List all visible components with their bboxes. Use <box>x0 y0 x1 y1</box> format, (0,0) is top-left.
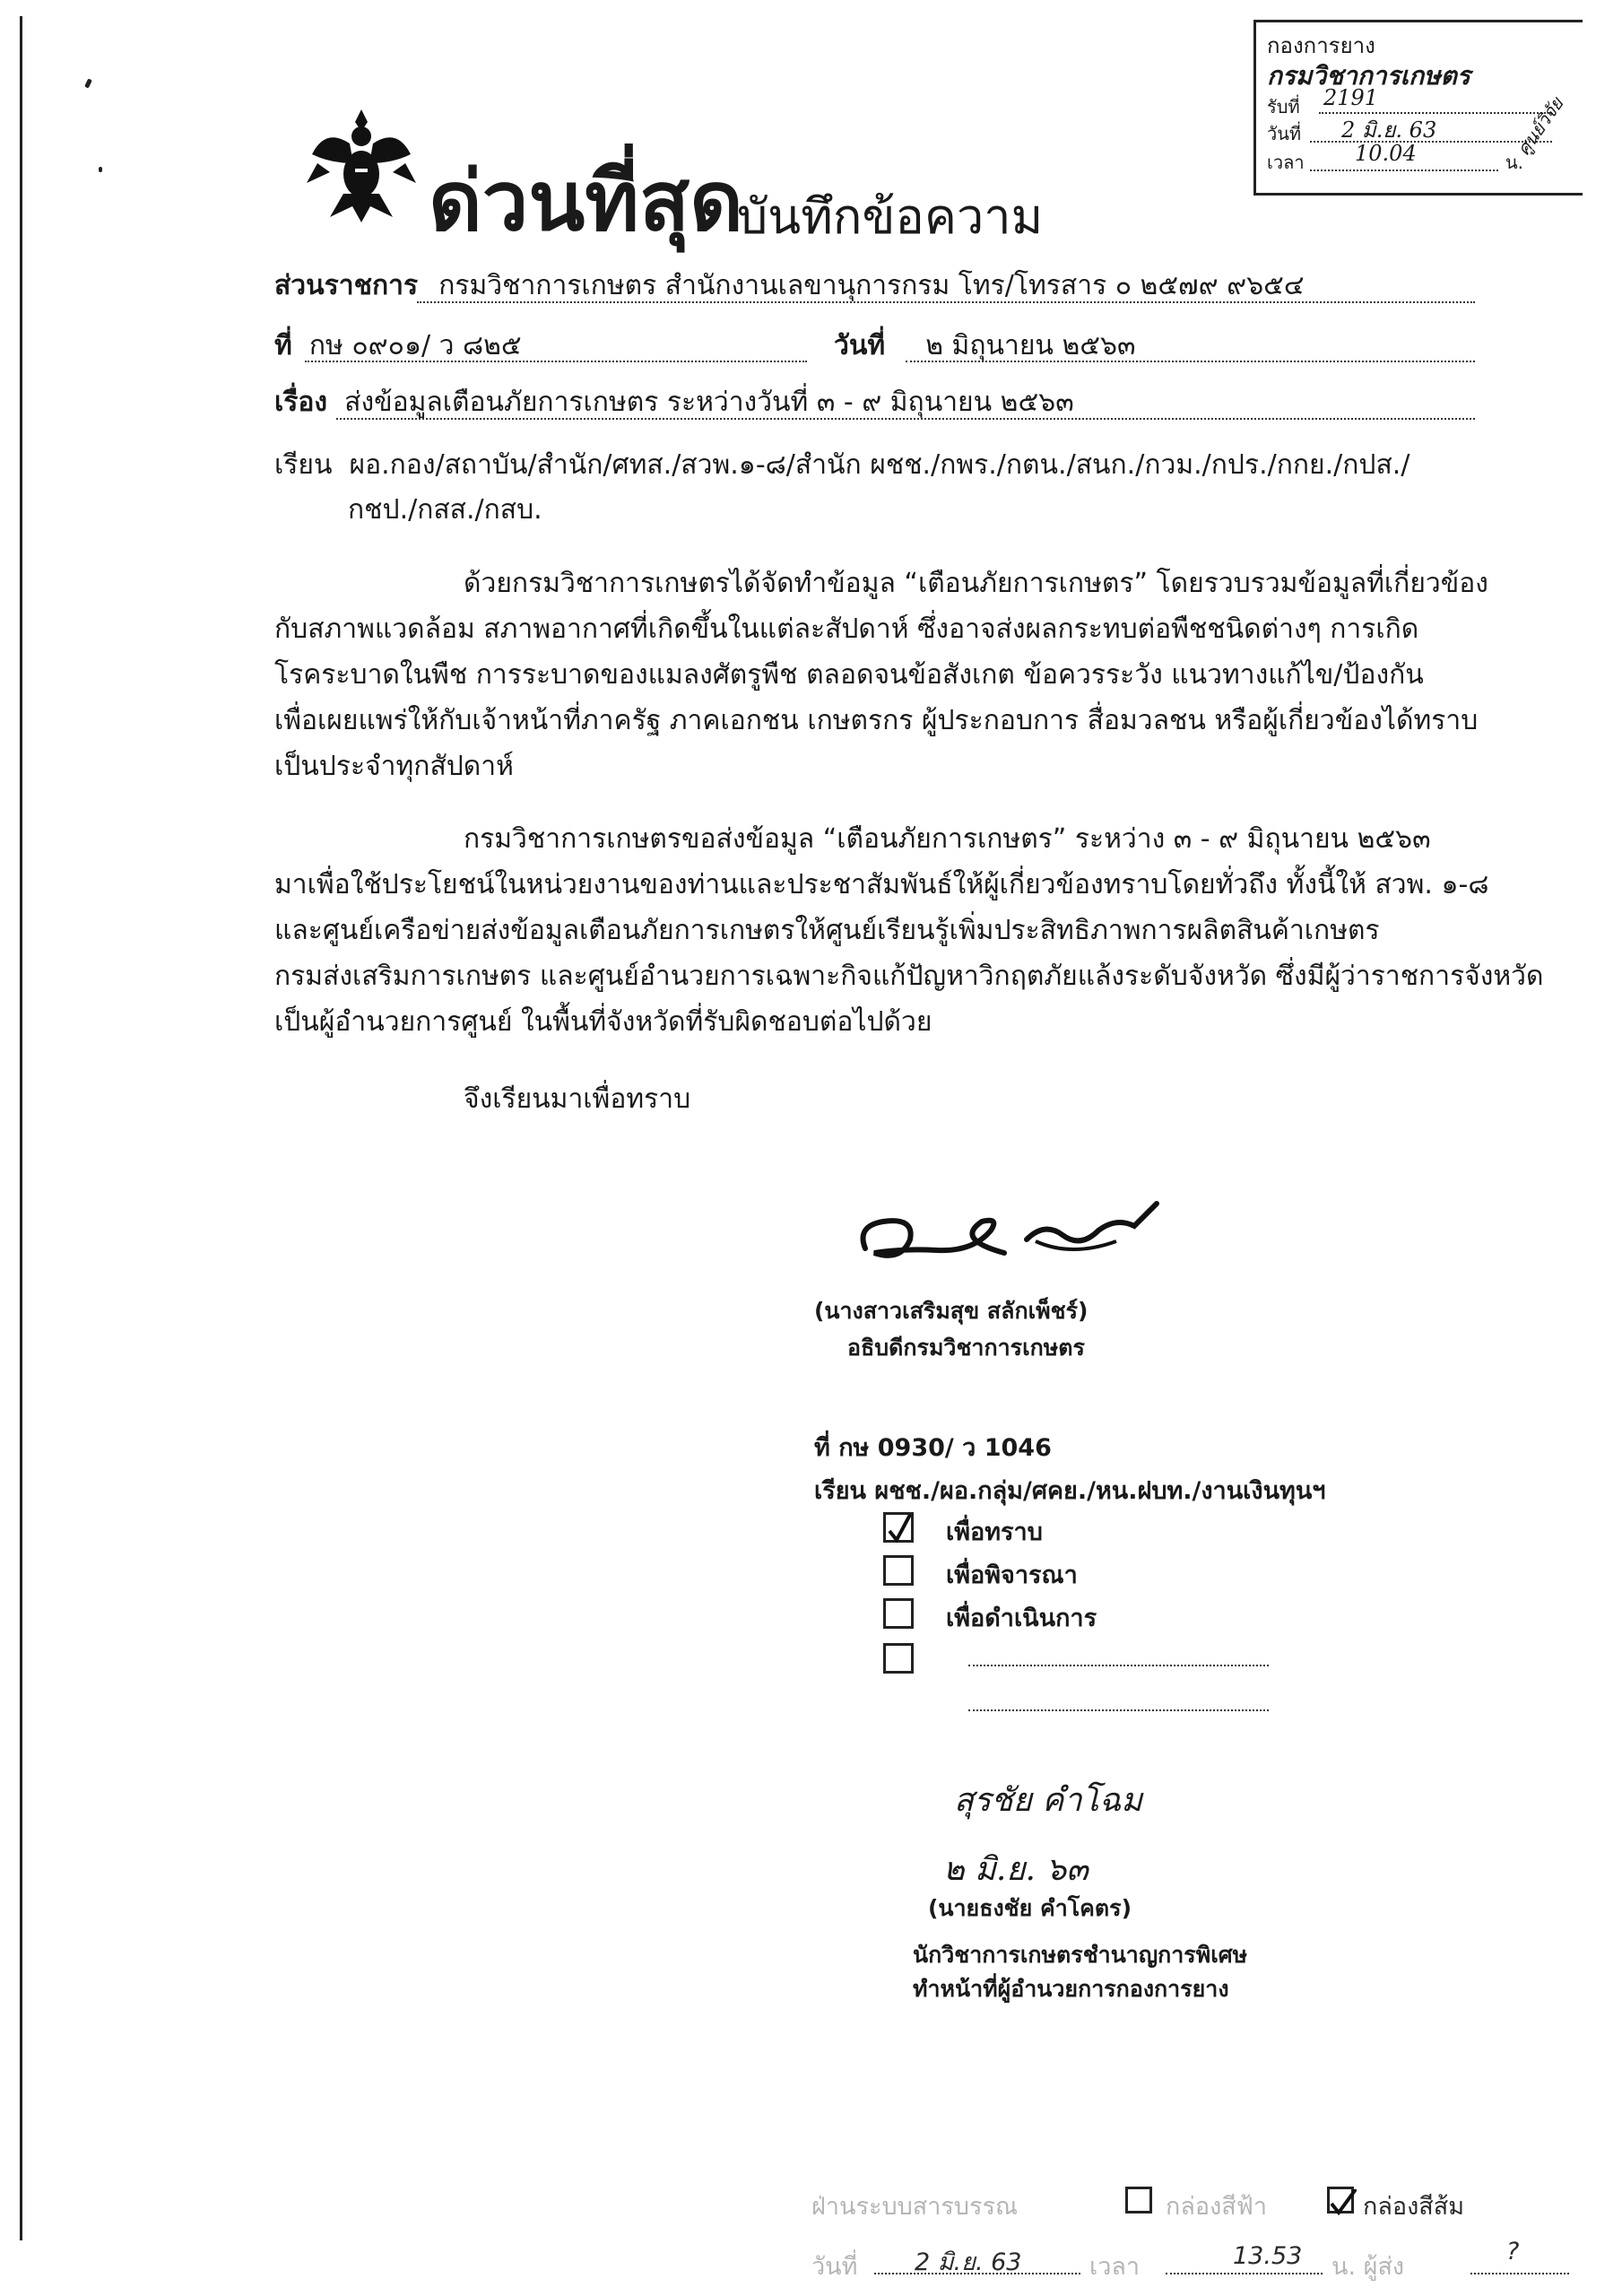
check-mark-icon <box>1330 2189 1357 2216</box>
stamp-time-unit: น. <box>1505 152 1524 173</box>
stamp-recv-value: 2191 <box>1323 85 1379 110</box>
subject-field <box>274 381 1074 423</box>
bottom-date-value: 2 มิ.ย. 63 <box>915 2248 1022 2276</box>
bottom-sender-label: น. ผู้ส่ง <box>1331 2253 1405 2281</box>
blue-box-label: กล่องสีฟ้า <box>1166 2193 1268 2221</box>
stamp-recv-label: รับที่ <box>1267 96 1300 117</box>
agency-field <box>274 265 1305 307</box>
division-head-position2: ทำหน้าที่ผู้อำนวยการกองการยาง <box>913 1976 1229 2002</box>
stamp-date-label: วันที่ <box>1267 123 1302 144</box>
body-p2-line3: และศูนย์เครือข่ายส่งข้อมูลเตือนภัยการเกษตรให้ศูนย์เรียนรู้เพิ่มประสิทธิภาพการผลิตสินค้าเกษตร <box>274 915 1380 946</box>
routing-to: เรียน ผชช./ผอ.กลุ่ม/ศคย./หน.ฝบท./งานเงินทุนฯ <box>814 1477 1326 1505</box>
handwritten-signature: สุรชัย คำโฉม <box>954 1782 1143 1819</box>
agency-value: กรมวิชาการเกษตร สำนักงานเลขานุการกรม โทร/โทรสาร ๐ ๒๕๗๙ ๙๖๕๔ <box>438 270 1305 301</box>
director-signature <box>847 1186 1170 1288</box>
scan-speck <box>99 167 102 172</box>
checkbox-orange-box[interactable] <box>1327 2187 1354 2213</box>
ref-label: ที่ <box>274 330 292 361</box>
body-p2-line5: เป็นผู้อำนวยการศูนย์ ในพื้นที่จังหวัดที่รับผิดชอบต่อไปด้วย <box>274 1006 932 1038</box>
routing-ref: ที่ กษ 0930/ ว 1046 <box>814 1434 1052 1462</box>
other-line-2 <box>968 1709 1269 1711</box>
director-name: (นางสาวเสริมสุข สลักเพ็ชร์) <box>814 1298 1089 1324</box>
ref-value: กษ ๐๙๐๑/ ว ๘๒๕ <box>308 330 522 361</box>
orange-box-label: กล่องสีส้ม <box>1363 2193 1465 2221</box>
checkbox-for-consideration[interactable] <box>883 1555 914 1586</box>
option-for-info: เพื่อทราบ <box>946 1518 1043 1546</box>
receipt-stamp <box>1253 20 1583 196</box>
option-for-consideration: เพื่อพิจารณา <box>946 1561 1078 1589</box>
body-p2-line4: กรมส่งเสริมการเกษตร และศูนย์อำนวยการเฉพาะกิจแก้ปัญหาวิกฤตภัยแล้งระดับจังหวัด ซึ่งมีผู้ว่าราชการจังหวัด <box>274 961 1544 992</box>
bottom-sender-value: ? <box>1506 2238 1520 2266</box>
date-value: ๒ มิถุนายน ๒๕๖๓ <box>925 330 1136 361</box>
stamp-line1: กองการยาง <box>1267 33 1375 58</box>
scan-speck <box>84 78 92 88</box>
to-field <box>274 444 1409 486</box>
stamp-time-label: เวลา <box>1267 152 1305 173</box>
handwritten-date: ๒ มิ.ย. ๖๓ <box>943 1851 1089 1888</box>
to-label: เรียน <box>274 449 333 481</box>
option-for-action: เพื่อดำเนินการ <box>946 1605 1097 1632</box>
bottom-time-value: 13.53 <box>1233 2242 1303 2270</box>
body-p2-line1: กรมวิชาการเกษตรขอส่งข้อมูล “เตือนภัยการเกษตร” ระหว่าง ๓ - ๙ มิถุนายน ๒๕๖๓ <box>464 823 1431 855</box>
body-p1-line2: กับสภาพแวดล้อม สภาพอากาศที่เกิดขึ้นในแต่ละสัปดาห์ ซึ่งอาจส่งผลกระทบต่อพืชชนิดต่างๆ การเกิด <box>274 613 1419 645</box>
other-line-1 <box>968 1665 1269 1666</box>
checkbox-for-info[interactable] <box>883 1512 914 1543</box>
division-head-name: (นายธงชัย คำโคตร) <box>928 1895 1132 1921</box>
memo-title: บันทึกข้อความ <box>737 188 1044 245</box>
system-label <box>811 2187 1018 2225</box>
body-p2-line2: มาเพื่อใช้ประโยชน์ในหน่วยงานของท่านและประชาสัมพันธ์ให้ผู้เกี่ยวข้องทราบโดยทั่วถึง ทั้งนี้ให้ สวพ. ๑-๘ <box>274 869 1489 900</box>
to-line2: กชป./กสส./กสบ. <box>348 494 542 526</box>
director-position: อธิบดีกรมวิชาการเกษตร <box>847 1335 1085 1361</box>
body-p1-line4: เพื่อเผยแพร่ให้กับเจ้าหน้าที่ภาครัฐ ภาคเอกชน เกษตรกร ผู้ประกอบการ สื่อมวลชน หรือผู้เกี่ยวข้องได้ทราบ <box>274 705 1479 736</box>
body-p1-line1: ด้วยกรมวิชาการเกษตรได้จัดทำข้อมูล “เตือนภัยการเกษตร” โดยรวบรวมข้อมูลที่เกี่ยวข้อง <box>464 568 1488 599</box>
body-p1-line5: เป็นประจำทุกสัปดาห์ <box>274 751 514 782</box>
stamp-line2: กรมวิชาการเกษตร <box>1267 61 1470 91</box>
subject-value: ส่งข้อมูลเตือนภัยการเกษตร ระหว่างวันที่ ๓ - ๙ มิถุนายน ๒๕๖๓ <box>344 387 1074 418</box>
stamp-time-value: 10.04 <box>1355 141 1417 166</box>
garuda-emblem <box>303 100 420 230</box>
closing-line: จึงเรียนมาเพื่อทราบ <box>464 1083 691 1115</box>
stamp-date-value: 2 มิ.ย. 63 <box>1341 117 1437 143</box>
checkbox-other[interactable] <box>883 1643 914 1674</box>
urgent-label: ด่วนที่สุด <box>429 153 743 249</box>
body-p1-line3: โรคระบาดในพืช การระบาดของแมลงศัตรูพืช ตลอดจนข้อสังเกต ข้อควรระวัง แนวทางแก้ไข/ป้องกัน <box>274 659 1424 691</box>
division-head-position1: นักวิชาการเกษตรชำนาญการพิเศษ <box>913 1942 1248 1968</box>
bottom-date-label: วันที่ <box>811 2253 858 2281</box>
checkbox-blue-box[interactable] <box>1125 2187 1152 2213</box>
date-label: วันที่ <box>834 330 886 361</box>
binding-margin-line <box>20 16 22 2240</box>
check-mark-icon <box>886 1515 916 1545</box>
subject-label: เรื่อง <box>274 387 328 418</box>
system-label-text: ฝ่านระบบสารบรรณ <box>811 2193 1019 2221</box>
checkbox-for-action[interactable] <box>883 1598 914 1629</box>
agency-label: ส่วนราชการ <box>274 270 419 301</box>
to-line1: ผอ.กอง/สถาบัน/สำนัก/ศทส./สวพ.๑-๘/สำนัก ผชช./กพร./กตน./สนก./กวม./กปร./กกย./กปส./ <box>349 449 1410 481</box>
stamp-corner-note: ศูนย์วิจัย <box>1512 93 1568 160</box>
bottom-time-label: เวลา <box>1089 2253 1141 2281</box>
